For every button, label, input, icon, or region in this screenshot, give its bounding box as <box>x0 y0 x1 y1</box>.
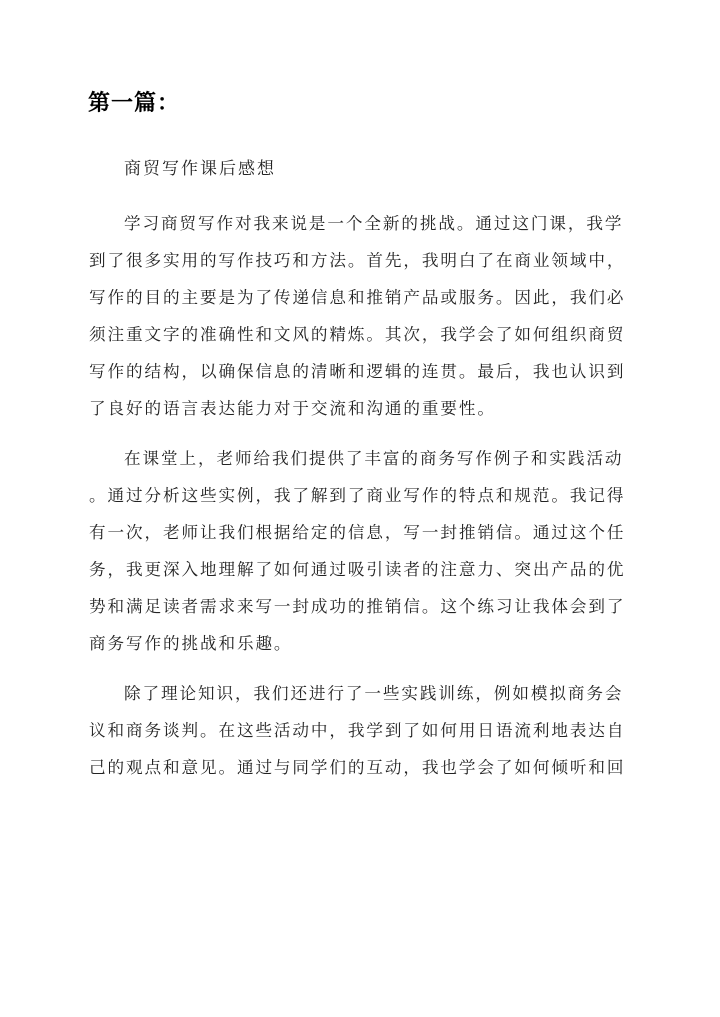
paragraph-line: 写作的结构，以确保信息的清晰和逻辑的连贯。最后，我也认识到 <box>89 362 626 381</box>
paragraph-line: 除了理论知识，我们还进行了一些实践训练，例如模拟商务会 <box>124 684 624 703</box>
paragraph-3 <box>89 675 633 786</box>
paragraph-line: 务，我更深入地理解了如何通过吸引读者的注意力、突出产品的优 <box>89 560 626 579</box>
paragraph-line: 了良好的语言表达能力对于交流和沟通的重要性。 <box>89 399 496 418</box>
paragraph-1 <box>89 205 633 427</box>
paragraph-line: 须注重文字的准确性和文风的精炼。其次，我学会了如何组织商贸 <box>89 325 626 344</box>
document-subtitle: 商贸写作课后感想 <box>124 159 276 179</box>
paragraph-line: 学习商贸写作对我来说是一个全新的挑战。通过这门课，我学 <box>124 214 624 233</box>
paragraph-line: 在课堂上，老师给我们提供了丰富的商务写作例子和实践活动 <box>124 449 624 468</box>
paragraph-line: 写作的目的主要是为了传递信息和推销产品或服务。因此，我们必 <box>89 288 626 307</box>
paragraph-line: 有一次，老师让我们根据给定的信息，写一封推销信。通过这个任 <box>89 523 626 542</box>
paragraph-line: 己的观点和意见。通过与同学们的互动，我也学会了如何倾听和回 <box>89 758 626 777</box>
paragraph-spacer <box>89 427 633 440</box>
document-heading: 第一篇： <box>88 90 181 116</box>
paragraph-line: 。通过分析这些实例，我了解到了商业写作的特点和规范。我记得 <box>89 486 626 505</box>
paragraph-line: 到了很多实用的写作技巧和方法。首先，我明白了在商业领域中， <box>89 251 626 270</box>
paragraph-spacer <box>89 662 633 675</box>
paragraph-line: 势和满足读者需求来写一封成功的推销信。这个练习让我体会到了 <box>89 597 626 616</box>
paragraph-line: 商务写作的挑战和乐趣。 <box>89 634 293 653</box>
document-body <box>89 205 633 786</box>
paragraph-line: 议和商务谈判。在这些活动中，我学到了如何用日语流利地表达自 <box>89 721 626 740</box>
paragraph-2 <box>89 440 633 662</box>
